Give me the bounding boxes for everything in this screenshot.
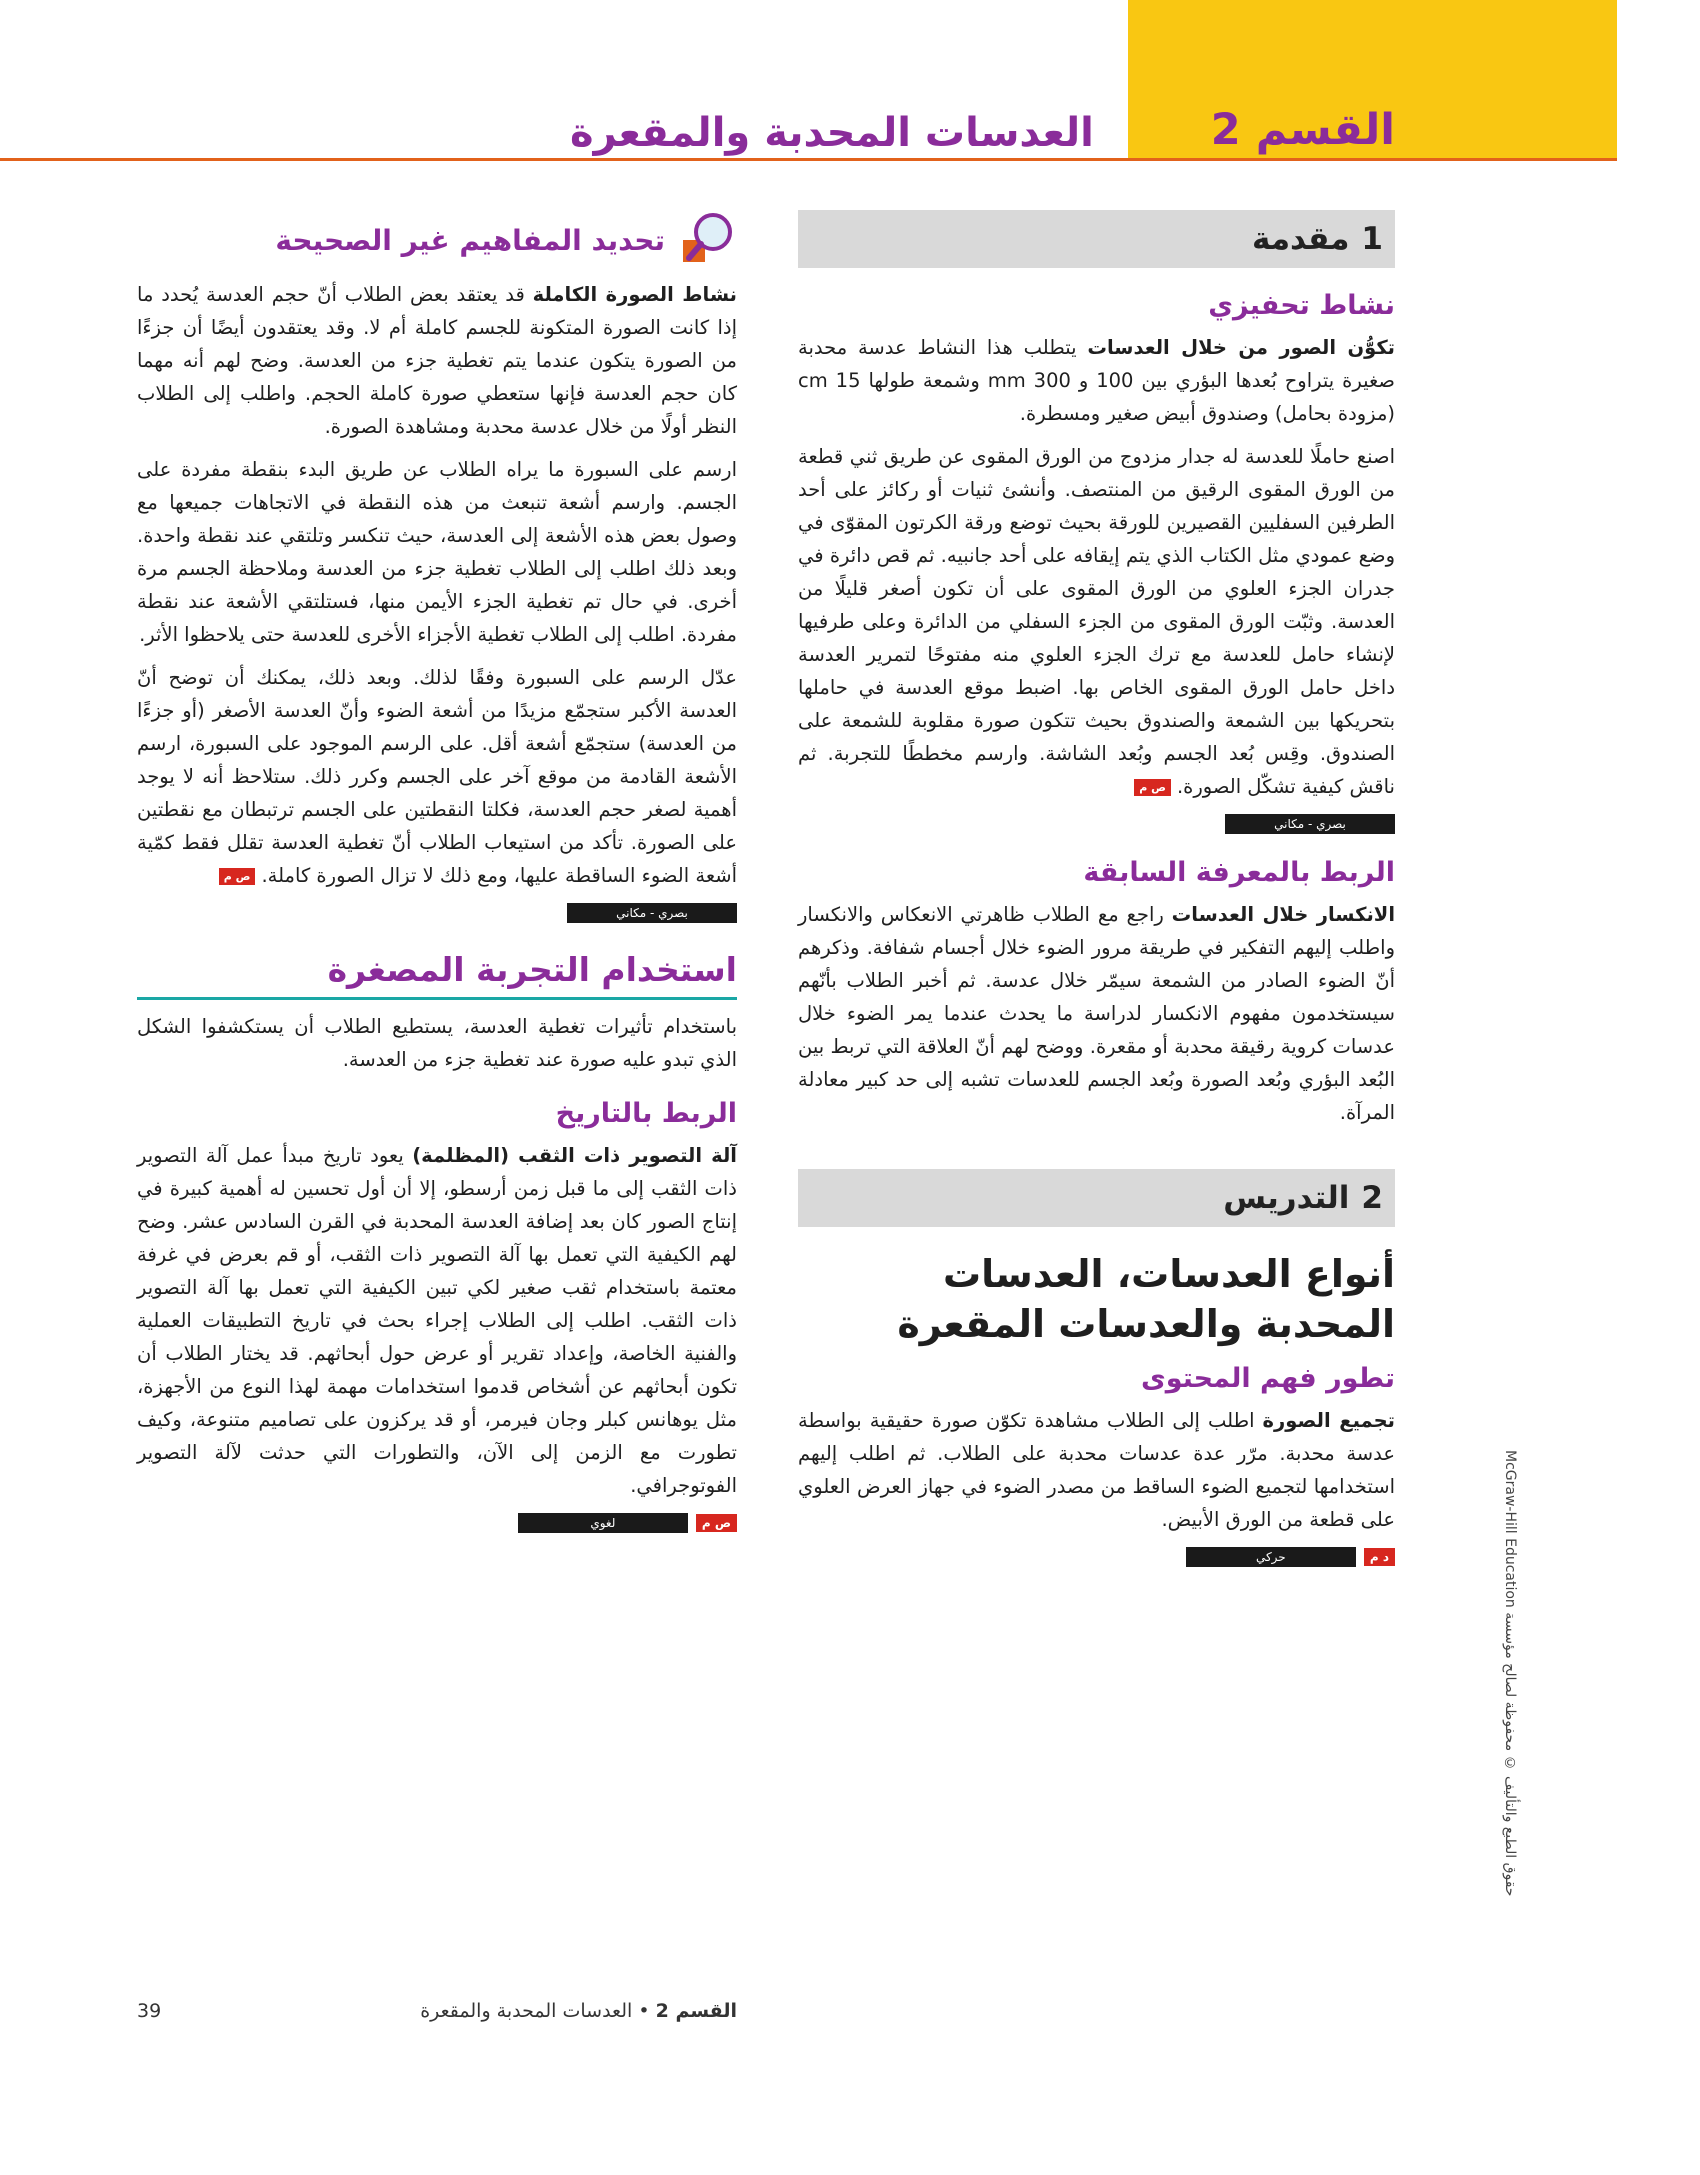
motivation-lead (798, 331, 1395, 430)
left-column (137, 210, 737, 1550)
teach-bar (798, 1169, 1395, 1227)
misconception-tags (137, 902, 737, 924)
misconception-red-tag: ص م (219, 868, 256, 885)
magnifier-icon (677, 210, 737, 270)
motivation-lead-text: يتطلب هذا النشاط عدسة محدبة صغيرة يتراوح بُعدها البؤري بين 100 و 300 mm وشمعة طولها 15 cm (مزودة بحامل) وصندوق أبيض صغير ومسطرة. (798, 336, 1395, 425)
motivation-black-tag: بصري - مكاني (1225, 814, 1395, 834)
motivation-heading: نشاط تحفيزي (1208, 290, 1395, 321)
chapter-title: العدسات المحدبة والمقعرة (570, 110, 1094, 156)
prior-knowledge-body: راجع مع الطلاب ظاهرتي الانعكاس والانكسار واطلب إليهم التفكير في طريقة مرور الضوء خلال أجسام شفافة. وذكرهم أنّ الضوء الصادر من الشمعة سيمّر خلال عدسة. ثم أخبر الطلاب بأنّهم سيستخدمون مفهوم الانكسار لدراسة ما يحدث عندما يمر الضوء خلال عدسات كروية رقيقة محدبة أو مقعرة. ووضح لهم أنّ العلاقة التي تربط بين البُعد البؤري وبُعد الصورة وبُعد الجسم للعدسات تشبه إلى حد كبير معادلة المرآة. (798, 903, 1395, 1124)
teach-label: التدريس (1223, 1180, 1350, 1216)
lens-types-red-tag: د م (1364, 1548, 1395, 1566)
footer (137, 2000, 737, 2022)
lens-types-tags (798, 1546, 1395, 1568)
right-column (798, 210, 1395, 1584)
misconception-lead-text: قد يعتقد بعض الطلاب أنّ حجم العدسة يُحدد ما إذا كانت الصورة المتكونة للجسم كاملة أم لا. وقد يعتقدون أيضًا أن جزءًا من الصورة يتكون عندما يتم تغطية جزء من العدسة. وضح لهم أنه مهما كان حجم العدسة فإنها ستعطي صورة كاملة الحجم. واطلب إلى الطلاب النظر أولًا من خلال عدسة محدبة ومشاهدة الصورة. (137, 283, 737, 438)
history-bold: آلة التصوير ذات الثقب (المظلمة) (412, 1144, 737, 1167)
history-text (137, 1139, 737, 1502)
misconception-heading: تحديد المفاهيم غير الصحيحة (275, 223, 665, 257)
mini-lab-text: باستخدام تأثيرات تغطية العدسة، يستطيع الطلاب أن يستكشفوا الشكل الذي تبدو عليه صورة عند تغطية جزء من العدسة. (137, 1015, 737, 1071)
footer-page-number: 39 (137, 2000, 162, 2022)
prior-knowledge-bold: الانكسار خلال العدسات (1171, 903, 1396, 926)
lens-types-heading: أنواع العدسات، العدسات المحدبة والعدسات المقعرة (897, 1252, 1395, 1346)
footer-bullet: • (638, 2000, 650, 2022)
footer-section: القسم 2 (655, 2000, 737, 2022)
footer-title: العدسات المحدبة والمقعرة (420, 2000, 633, 2022)
mini-lab-heading: استخدام التجربة المصغرة (327, 950, 737, 989)
motivation-tags (798, 813, 1395, 835)
history-black-tag: لغوي (518, 1513, 688, 1533)
footer-label (420, 2000, 737, 2022)
history-red-tag: ص م (696, 1514, 737, 1532)
misconception-para3 (137, 661, 737, 892)
misconception-header (137, 210, 737, 270)
lens-types-text (798, 1404, 1395, 1536)
motivation-red-tag: ص م (1134, 779, 1171, 796)
teach-number: 2 (1361, 1180, 1383, 1216)
lens-types-black-tag: حركي (1186, 1547, 1356, 1567)
prior-knowledge-text (798, 898, 1395, 1129)
misconception-para2: ارسم على السبورة ما يراه الطلاب عن طريق البدء بنقطة مفردة على الجسم. وارسم أشعة تنبعث من هذه النقطة في الاتجاهات جميعها مع وصول بعض هذه الأشعة إلى العدسة، حيث تنكسر وتلتقي عند نقطة واحدة. وبعد ذلك اطلب إلى الطلاب تغطية جزء من العدسة وملاحظة الجسم مرة أخرى. في حال تم تغطية الجزء الأيمن منها، فستلتقي الأشعة عند نقطة مفردة. اطلب إلى الطلاب تغطية الأجزاء الأخرى للعدسة حتى يلاحظوا الأثر. (137, 458, 737, 646)
lens-types-subheading: تطور فهم المحتوى (1140, 1363, 1395, 1394)
misconception-lead-bold: نشاط الصورة الكاملة (532, 283, 737, 306)
section-label: القسم 2 (1210, 105, 1395, 155)
intro-label: مقدمة (1252, 221, 1350, 257)
motivation-body-text: اصنع حاملًا للعدسة له جدار مزدوج من الورق المقوى عن طريق ثني قطعة من الورق المقوى الرقيق من المنتصف. وأنشئ ثنيات أو ركائز على أحد الطرفين السفليين القصيرين للورقة بحيث توضع ورقة الكرتون المقوّى في وضع عمودي مثل الكتاب الذي يتم إيقافه على أحد جانبيه. ثم قص دائرة في جدران الجزء العلوي من الورق المقوى على أن تكون أصغر قليلًا من العدسة. وثبّت الورق المقوى من الجزء السفلي من الدائرة وعلى طرفيها لإنشاء حامل للعدسة مع ترك الجزء العلوي منه مفتوحًا لتمرير العدسة داخل حامل الورق المقوى الخاص بها. اضبط موقع العدسة في حاملها بتحريكها بين الشمعة والصندوق بحيث تتكون صورة مقلوبة للشمعة على الصندوق. وقِس بُعد الجسم وبُعد الشاشة. وارسم مخططًا للتجربة. ثم ناقش كيفية تشكّل الصورة. (798, 445, 1395, 798)
history-body: يعود تاريخ مبدأ عمل آلة التصوير ذات الثقب إلى ما قبل زمن أرسطو، إلا أن أول تحسين له أهمية كبيرة في إنتاج الصور كان بعد إضافة العدسة المحدبة في القرن السادس عشر. وضح لهم الكيفية التي تعمل بها آلة التصوير ذات الثقب، أو قم بعرض في غرفة معتمة باستخدام ثقب صغير لكي تبين الكيفية التي تعمل بها آلة التصوير ذات الثقب. اطلب إلى الطلاب إجراء بحث في تاريخ التطبيقات العملية والفنية الخاصة، وإعداد تقرير أو عرض حول أبحاثهم. قد يختار الطلاب أن تكون أبحاثهم عن أشخاص قدموا استخدامات مهمة لهذا النوع من الأجهزة، مثل يوهانس كبلر وجان فيرمر، أو قد يركزون على تصاميم متنوعة، وكيف تطورت مع الزمن إلى الآن، والتطورات التي حدثت لآلة التصوير الفوتوجرافي. (137, 1144, 737, 1497)
lens-types-body: اطلب إلى الطلاب مشاهدة تكوّن صورة حقيقية بواسطة عدسة محدبة. مرّر عدة عدسات محدبة على الطلاب. ثم اطلب إليهم استخدامها لتجميع الضوء الساقط من مصدر الضوء في جهاز العرض العلوي على قطعة من الورق الأبيض. (798, 1409, 1395, 1531)
motivation-body (798, 440, 1395, 803)
header-rule (0, 158, 1617, 161)
intro-number: 1 (1361, 221, 1383, 257)
history-heading: الربط بالتاريخ (555, 1098, 737, 1129)
mini-lab-rule (137, 997, 737, 1000)
intro-bar (798, 210, 1395, 268)
misconception-lead (137, 278, 737, 443)
lens-types-bold: تجميع الصورة (1262, 1409, 1395, 1432)
misconception-para3-text: عدّل الرسم على السبورة وفقًا لذلك. وبعد ذلك، يمكنك أن توضح أنّ العدسة الأكبر ستجمّع مزيدًا من أشعة الضوء وأنّ العدسة الأصغر (أو جزءًا من العدسة) ستجمّع أشعة أقل. على الرسم الموجود على السبورة، ارسم الأشعة القادمة من موقع آخر على الجسم وكرر ذلك. ستلاحظ أنه لا يوجد أهمية لصغر حجم العدسة، فكلتا النقطتين على الجسم ترتبطان مع نقطتين على الصورة. تأكد من استيعاب الطلاب أنّ تغطية العدسة تقلل فقط كمّية أشعة الضوء الساقطة عليها، ومع ذلك لا تزال الصورة كاملة. (137, 666, 737, 887)
motivation-lead-bold: تكوُّن الصور من خلال العدسات (1087, 336, 1395, 359)
history-tags (137, 1512, 737, 1534)
side-credit: حقوق الطبع والتأليف © محفوظة لصالح مؤسسة McGraw-Hill Education (1502, 1450, 1518, 1897)
prior-knowledge-heading: الربط بالمعرفة السابقة (1083, 857, 1395, 888)
misconception-black-tag: بصري - مكاني (567, 903, 737, 923)
